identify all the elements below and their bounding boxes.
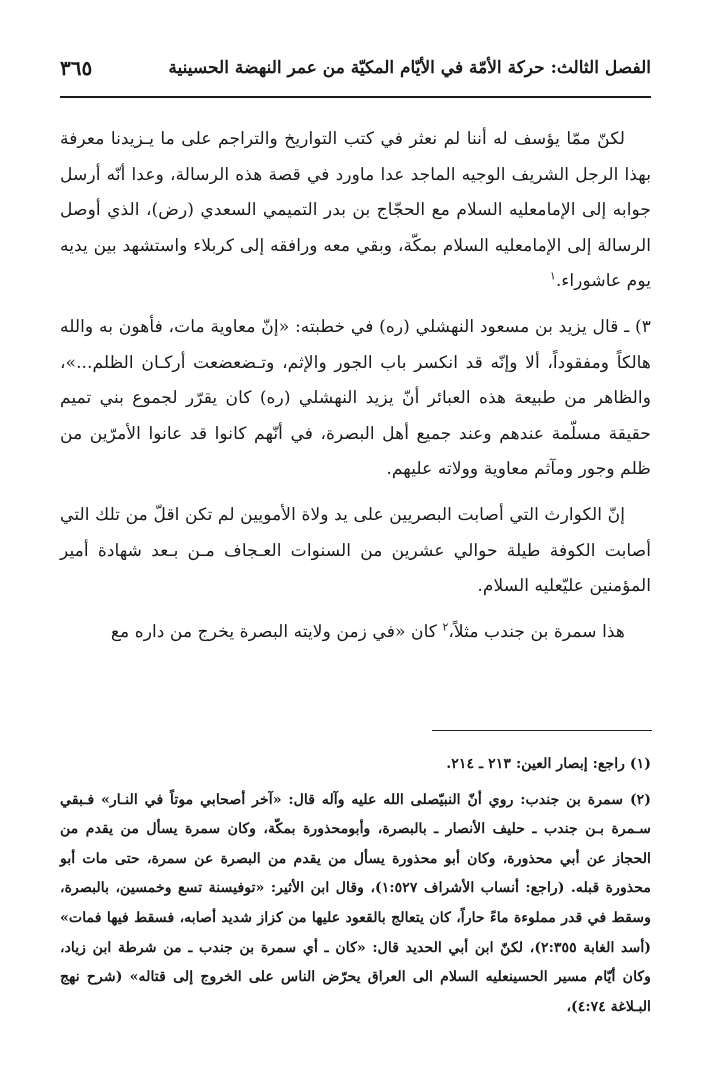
main-text <box>60 122 651 650</box>
footnotes <box>60 750 651 1022</box>
paragraph-4-text-b: كان «في زمن ولايته البصرة يخرج من داره مع <box>110 621 443 642</box>
footnote-divider <box>432 730 652 731</box>
page-number: ٣٦٥ <box>60 56 93 80</box>
footnote-ref-1[interactable]: ١ <box>549 269 556 283</box>
paragraph-1 <box>60 122 651 300</box>
header-divider <box>60 96 651 98</box>
paragraph-2 <box>60 310 651 488</box>
footnote-1: (١) راجع: إبصار العين: ٢١٣ ـ ٢١٤. <box>446 756 651 772</box>
paragraph-1-text: لكنّ ممّا يؤسف له أننا لم نعثر في كتب التواريخ والتراجم على ما يـزيدنا معرفة بهذا الرجل الشريف الوجيه الماجد عدا ماورد في قصة هذه الرسالة، وعدا أنّه أرسل جوابه إلى الإمامعليه السلام مع الحجّاج بن بدر التميمي السعدي (رض)، الذي أوصل الرسالة إلى الإمامعليه السلام بمكّة، وبقي معه ورافقه إلى كربلاء واستشهد بين يديه يوم عاشوراء. <box>60 129 651 292</box>
paragraph-2-text: ٣) ـ قال يزيد بن مسعود النهشلي (ره) في خطبته: «إنّ معاوية مات، فأهون به والله هالكاً ومفقوداً، ألا وإنّه قد انكسر باب الجور والإثم، وتـضعضعت أركـان الظلم...»، والظاهر من طبيعة هذه العبائر أنّ يزيد النهشلي (ره) كان يقرّر لجموع بني تميم حقيقة مسلّمة عندهم وعند جميع أهل البصرة، في أنّهم كانوا قد عانوا الأمرّين من ظلم وجور ومآثم معاوية وولاته عليهم. <box>60 316 651 480</box>
paragraph-4-text-a: هذا سمرة بن جندب مثلاً، <box>448 621 625 642</box>
footnote-2: (٢) سمرة بن جندب: روي أنّ النبيّصلى الله عليه وآله قال: «آخر أصحابي موتاً في النـار» فـبقي سـمرة بـن جندب ـ حليف الأنصار ـ بالبصرة، وأبومحذورة بمكّة، وكان سمرة يسأل من يقدم من الحجاز عن أبي محذورة، وكان أبو محذورة يسأل من يقدم من البصرة عن سمرة، حتى مات أبو محذورة قبله. (راجع: أنساب الأشراف ١:٥٢٧)، وقال ابن الأثير: «توفيسنة تسع وخمسين، بالبصرة، وسقط في قدر مملوءة ماءً حاراً، كان يتعالج بالقعود عليها من كزاز شديد أصابه، فسقط فيها فمات» (أسد الغابة ٢:٣٥٥)، لكنّ ابن أبي الحديد قال: «كان ـ أي سمرة بن جندب ـ من شرطة ابن زياد، وكان أيّام مسير الحسينعليه السلام الى العراق يحرّض الناس على الخروج إلى قتاله» (شرح نهج البـلاغة ٤:٧٤)، <box>60 791 652 1015</box>
paragraph-4 <box>60 615 651 651</box>
footnote-ref-2[interactable]: ٢ <box>442 619 449 633</box>
running-header <box>60 58 651 92</box>
paragraph-3-text: إنّ الكوارث التي أصابت البصريين على يد ولاة الأمويين لم تكن اقلّ من تلك التي أصابت الكوفة طيلة حوالي عشرين من السنوات العـجاف مـن بـعد شهادة أمير المؤمنين عليّعليه السلام. <box>60 504 651 597</box>
paragraph-3 <box>60 498 651 605</box>
chapter-title: الفصل الثالث: حركة الأمّة في الأيّام المكيّة من عمر النهضة الحسينية <box>168 58 651 78</box>
